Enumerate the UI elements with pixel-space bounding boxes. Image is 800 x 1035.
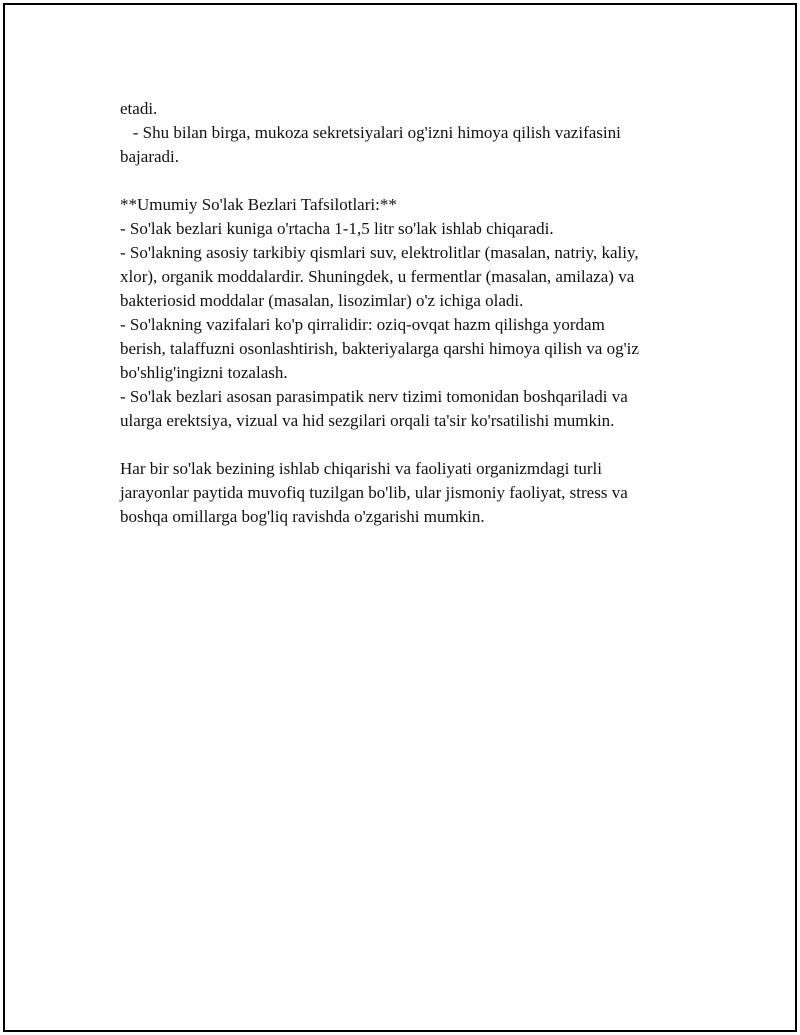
text-line-11: berish, talaffuzni osonlashtirish, bakteriyalarga qarshi himoya qilish va og'iz: [120, 339, 639, 358]
text-line-13: - So'lak bezlari asosan parasimpatik nerv tizimi tomonidan boshqariladi va: [120, 387, 628, 406]
document-body: [120, 97, 710, 529]
text-line-17: jarayonlar paytida muvofiq tuzilgan bo'lib, ular jismoniy faoliyat, stress va: [120, 483, 628, 502]
text-line-12: bo'shlig'ingizni tozalash.: [120, 363, 288, 382]
text-line-16: Har bir so'lak bezining ishlab chiqarishi va faoliyati organizmdagi turli: [120, 459, 602, 478]
text-line-14: ularga erektsiya, vizual va hid sezgilari orqali ta'sir ko'rsatilishi mumkin.: [120, 411, 615, 430]
paragraph-gap: [120, 433, 710, 457]
paragraph-gap: [120, 169, 710, 193]
text-line-3: bajaradi.: [120, 147, 179, 166]
text-line-18: boshqa omillarga bog'liq ravishda o'zgarishi mumkin.: [120, 507, 485, 526]
page-frame: [3, 3, 797, 1032]
text-line-1: etadi.: [120, 99, 158, 118]
text-line-9: bakteriosid moddalar (masalan, lisozimlar) o'z ichiga oladi.: [120, 291, 524, 310]
text-line-2: - Shu bilan birga, mukoza sekretsiyalari og'izni himoya qilish vazifasini: [120, 123, 621, 142]
text-line-6: - So'lak bezlari kuniga o'rtacha 1-1,5 litr so'lak ishlab chiqaradi.: [120, 219, 554, 238]
text-line-10: - So'lakning vazifalari ko'p qirralidir: oziq-ovqat hazm qilishga yordam: [120, 315, 605, 334]
section-heading: **Umumiy So'lak Bezlari Tafsilotlari:**: [120, 195, 397, 214]
text-line-8: xlor), organik moddalardir. Shuningdek, u fermentlar (masalan, amilaza) va: [120, 267, 635, 286]
text-line-7: - So'lakning asosiy tarkibiy qismlari suv, elektrolitlar (masalan, natriy, kaliy,: [120, 243, 639, 262]
